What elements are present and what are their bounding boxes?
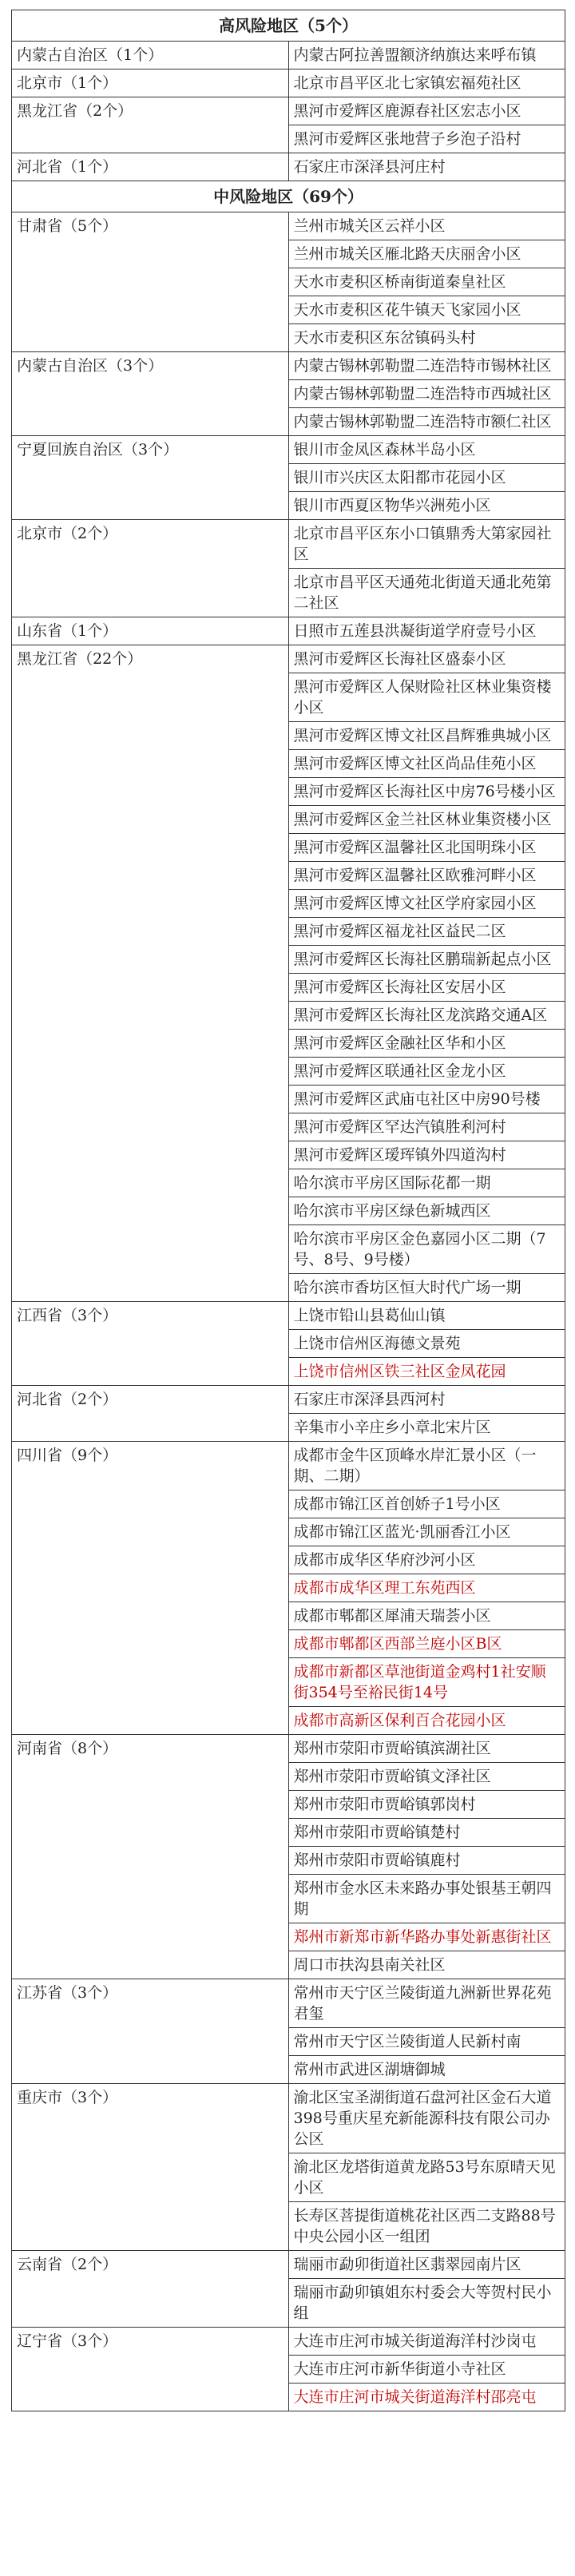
area-cell: 郑州市荥阳市贾峪镇鹿村: [288, 1847, 565, 1875]
area-cell: 周口市扶沟县南关社区: [288, 1951, 565, 1979]
table-row: [12, 2084, 565, 2153]
area-cell: 哈尔滨市平房区国际花都一期: [288, 1169, 565, 1197]
table-row: [12, 1386, 565, 1414]
region-cell: 江西省（3个）: [12, 1302, 289, 1386]
table-row: [12, 69, 565, 97]
region-cell: 云南省（2个）: [12, 2251, 289, 2328]
area-cell: 郑州市荥阳市贾峪镇文泽社区: [288, 1763, 565, 1791]
region-cell: 重庆市（3个）: [12, 2084, 289, 2251]
table-body: [12, 10, 565, 2411]
area-cell: 哈尔滨市平房区金色嘉园小区二期（7号、8号、9号楼）: [288, 1225, 565, 1274]
area-cell: 黑河市爱辉区长海社区安居小区: [288, 974, 565, 1002]
area-cell: 成都市锦江区首创娇子1号小区: [288, 1490, 565, 1518]
area-cell: 上饶市铅山县葛仙山镇: [288, 1302, 565, 1330]
area-cell: 天水市麦积区桥南街道秦皇社区: [288, 268, 565, 296]
table-row: [12, 617, 565, 645]
area-cell: 成都市高新区保利百合花园小区: [288, 1707, 565, 1735]
area-cell: 内蒙古锡林郭勒盟二连浩特市西城社区: [288, 380, 565, 408]
area-cell: 黑河市爱辉区罕达汽镇胜利河村: [288, 1113, 565, 1141]
table-row: [12, 2251, 565, 2279]
area-cell: 黑河市爱辉区人保财险社区林业集资楼小区: [288, 673, 565, 722]
area-cell: 黑河市爱辉区鹿源春社区宏志小区: [288, 97, 565, 125]
area-cell: 常州市天宁区兰陵街道九洲新世界花苑君玺: [288, 1979, 565, 2028]
area-cell: 黑河市爱辉区博文社区昌辉雅典城小区: [288, 722, 565, 750]
area-cell: 黑河市爱辉区长海社区龙滨路交通A区: [288, 1002, 565, 1030]
section-header-row: [12, 10, 565, 42]
area-cell: 成都市成华区华府沙河小区: [288, 1546, 565, 1574]
table-row: [12, 436, 565, 464]
region-cell: 内蒙古自治区（1个）: [12, 42, 289, 69]
area-cell: 成都市郫都区西部兰庭小区B区: [288, 1630, 565, 1658]
area-cell: 天水市麦积区东岔镇码头村: [288, 324, 565, 352]
region-cell: 四川省（9个）: [12, 1442, 289, 1735]
area-cell: 兰州市城关区云祥小区: [288, 212, 565, 240]
area-cell: 内蒙古锡林郭勒盟二连浩特市额仁社区: [288, 408, 565, 436]
area-cell: 黑河市爱辉区福龙社区益民二区: [288, 918, 565, 946]
area-cell: 黑河市爱辉区联通社区金龙小区: [288, 1058, 565, 1086]
region-cell: 江苏省（3个）: [12, 1979, 289, 2084]
table-row: [12, 2328, 565, 2356]
area-cell: 大连市庄河市新华街道小寺社区: [288, 2356, 565, 2383]
table-row: [12, 212, 565, 240]
region-cell: 内蒙古自治区（3个）: [12, 352, 289, 436]
table-row: [12, 520, 565, 569]
area-cell: 银川市兴庆区太阳都市花园小区: [288, 464, 565, 492]
area-cell: 黑河市爱辉区博文社区学府家园小区: [288, 890, 565, 918]
table-row: [12, 1442, 565, 1490]
area-cell: 黑河市爱辉区张地营子乡泡子沿村: [288, 125, 565, 153]
table-row: [12, 645, 565, 673]
area-cell: 黑河市爱辉区温馨社区欧雅河畔小区: [288, 862, 565, 890]
area-cell: 长寿区菩提街道桃花社区西二支路88号中央公园小区一组团: [288, 2202, 565, 2251]
area-cell: 郑州市荥阳市贾峪镇郭岗村: [288, 1791, 565, 1819]
area-cell: 郑州市荥阳市贾峪镇滨湖社区: [288, 1735, 565, 1763]
area-cell: 银川市金凤区森林半岛小区: [288, 436, 565, 464]
area-cell: 成都市锦江区蓝光·凯丽香江小区: [288, 1518, 565, 1546]
area-cell: 渝北区宝圣湖街道石盘河社区金石大道398号重庆星充新能源科技有限公司办公区: [288, 2084, 565, 2153]
region-cell: 河北省（2个）: [12, 1386, 289, 1442]
area-cell: 大连市庄河市城关街道海洋村沙岗屯: [288, 2328, 565, 2356]
area-cell: 黑河市爱辉区武庙屯社区中房90号楼: [288, 1086, 565, 1113]
area-cell: 郑州市荥阳市贾峪镇楚村: [288, 1819, 565, 1847]
area-cell: 北京市昌平区东小口镇鼎秀大第家园社区: [288, 520, 565, 569]
region-cell: 宁夏回族自治区（3个）: [12, 436, 289, 520]
area-cell: 黑河市爱辉区长海社区中房76号楼小区: [288, 778, 565, 806]
section-header-row: [12, 181, 565, 212]
risk-area-table: [11, 10, 565, 2411]
area-cell: 上饶市信州区海德文景苑: [288, 1330, 565, 1358]
table-row: [12, 1979, 565, 2028]
area-cell: 日照市五莲县洪凝街道学府壹号小区: [288, 617, 565, 645]
table-row: [12, 42, 565, 69]
region-cell: 甘肃省（5个）: [12, 212, 289, 352]
section-title: 高风险地区（5个）: [12, 10, 565, 42]
area-cell: 黑河市爱辉区长海社区鹏瑞新起点小区: [288, 946, 565, 974]
area-cell: 渝北区龙塔街道黄龙路53号东原晴天见小区: [288, 2153, 565, 2202]
area-cell: 成都市成华区理工东苑西区: [288, 1574, 565, 1602]
area-cell: 成都市金牛区顶峰水岸汇景小区（一期、二期）: [288, 1442, 565, 1490]
area-cell: 哈尔滨市香坊区恒大时代广场一期: [288, 1274, 565, 1302]
area-cell: 内蒙古阿拉善盟额济纳旗达来呼布镇: [288, 42, 565, 69]
region-cell: 河北省（1个）: [12, 153, 289, 181]
area-cell: 黑河市爱辉区瑷珲镇外四道沟村: [288, 1141, 565, 1169]
region-cell: 辽宁省（3个）: [12, 2328, 289, 2411]
area-cell: 成都市新都区草池街道金鸡村1社安顺街354号至裕民街14号: [288, 1658, 565, 1707]
area-cell: 黑河市爱辉区金融社区华和小区: [288, 1030, 565, 1058]
area-cell: 黑河市爱辉区博文社区尚品佳苑小区: [288, 750, 565, 778]
area-cell: 石家庄市深泽县西河村: [288, 1386, 565, 1414]
region-cell: 黑龙江省（2个）: [12, 97, 289, 153]
region-cell: 河南省（8个）: [12, 1735, 289, 1979]
area-cell: 大连市庄河市城关街道海洋村邵亮屯: [288, 2383, 565, 2411]
table-row: [12, 1302, 565, 1330]
area-cell: 瑞丽市勐卯镇姐东村委会大等贺村民小组: [288, 2279, 565, 2328]
section-title: 中风险地区（69个）: [12, 181, 565, 212]
area-cell: 常州市天宁区兰陵街道人民新村南: [288, 2028, 565, 2056]
area-cell: 内蒙古锡林郭勒盟二连浩特市锡林社区: [288, 352, 565, 380]
area-cell: 黑河市爱辉区金兰社区林业集资楼小区: [288, 806, 565, 834]
area-cell: 瑞丽市勐卯街道社区翡翠园南片区: [288, 2251, 565, 2279]
area-cell: 郑州市新郑市新华路办事处新惠街社区: [288, 1923, 565, 1951]
area-cell: 石家庄市深泽县河庄村: [288, 153, 565, 181]
area-cell: 银川市西夏区物华兴洲苑小区: [288, 492, 565, 520]
area-cell: 天水市麦积区花牛镇天飞家园小区: [288, 296, 565, 324]
table-row: [12, 1735, 565, 1763]
region-cell: 北京市（1个）: [12, 69, 289, 97]
area-cell: 上饶市信州区铁三社区金凤花园: [288, 1358, 565, 1386]
area-cell: 北京市昌平区天通苑北街道天通北苑第二社区: [288, 569, 565, 617]
region-cell: 山东省（1个）: [12, 617, 289, 645]
region-cell: 黑龙江省（22个）: [12, 645, 289, 1302]
table-row: [12, 97, 565, 125]
table-row: [12, 153, 565, 181]
area-cell: 郑州市金水区未来路办事处银基王朝四期: [288, 1875, 565, 1923]
area-cell: 黑河市爱辉区长海社区盛泰小区: [288, 645, 565, 673]
area-cell: 兰州市城关区雁北路天庆丽舍小区: [288, 240, 565, 268]
area-cell: 北京市昌平区北七家镇宏福苑社区: [288, 69, 565, 97]
table-row: [12, 352, 565, 380]
area-cell: 常州市武进区湖塘御城: [288, 2056, 565, 2084]
area-cell: 成都市郫都区犀浦天瑞荟小区: [288, 1602, 565, 1630]
area-cell: 哈尔滨市平房区绿色新城西区: [288, 1197, 565, 1225]
area-cell: 黑河市爱辉区温馨社区北国明珠小区: [288, 834, 565, 862]
area-cell: 辛集市小辛庄乡小章北宋片区: [288, 1414, 565, 1442]
region-cell: 北京市（2个）: [12, 520, 289, 617]
